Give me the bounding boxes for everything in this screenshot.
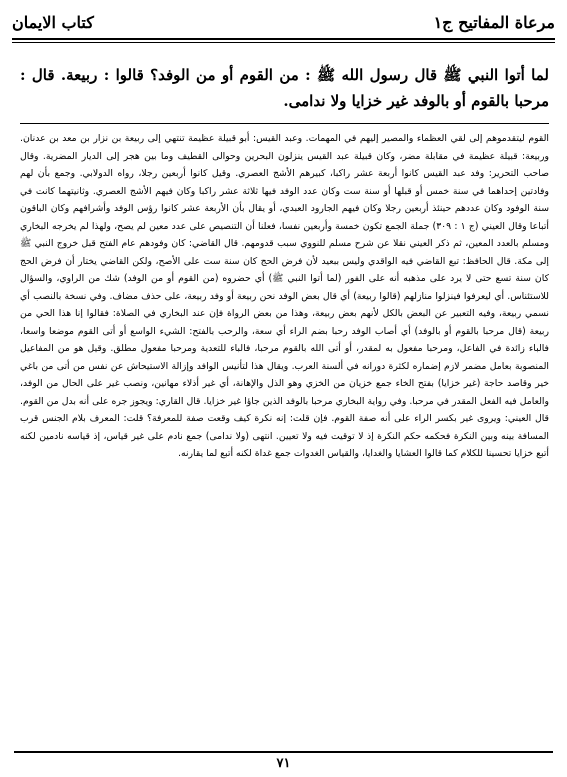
commentary-paragraph: القوم ليتقدموهم إلى لقي العظماء والمصير إليهم في المهمات. وعبد القيس: أبو قبيلة عظيمة تنتهي إلى ربيعة بن نزار بن معد بن عدنان. وربيعة: قبيلة عظيمة في مقابلة مضر، وكان قبيلة عبد القيس ينزلون البحرين وحوالى القطيف وما بين هجر إلى الديار المضرية. وقال صاحب التحرير: وفد عبد القيس كانوا أربعة عشر راكبا، كبيرهم الأشج العصري. وقيل كانوا أربعين رجلا، رواه الدولابي. وجمع بأن لهم وفادتين إحداهما في سنة خمس أو قبلها أو سنة ست وكان عدد الوفد فيها ثلاثة عشر راكبا وكان فيهم الأشج العصري. وثانيتهما كانت في سنة الوفود وكان عددهم حينئذ أربعين رجلا وكان فيهم الجارود العبدي، أو يقال بأن الأربعة عشر كانوا رؤس الوفد وأشرافهم وكان الباقون أتباعا وقال العيني (ج ١ : ٣٠٩) جملة الجمع تكون خمسة وأربعين نفسا، فعلنا أن التنصيص على عدد معين لم يصح، ولهذا لم يخرجه البخاري ومسلم بالعدد المعين، ثم ذكر العيني نقلا عن شرح مسلم للنووي سبب قدومهم. قال القاضي: كان وفودهم عام الفتح قبل خروج النبي ﷺ إلى مكة. قال الحافظ: تبع القاضي فيه الواقدي وليس ببعيد لأن فرض الحج كان سنة ست على الأصح، ولكن القاضي يختار أن فرض الحج كان سنة تسع حتى لا يرد على مذهبه أنه على الفور (لما أتوا النبي ﷺ) أي حضروه (من القوم أو من الوفد) شك من الراوي، والسؤال للاستئناس. أي ليعرفوا فينزلوا منازلهم (قالوا ربيعة) أي قال بعض الوفد نحن ربيعة أو وفد ربيعة، على حذف مضاف. وفي نسخة بالنصب أي نسمي ربيعة، وفيه التعبير عن البعض بالكل لأنهم بعض ربيعة، وهذا من بعض الرواة فإن عند البخاري في الصلاة: فقالوا إنا هذا الحي من ربيعة (قال مرحبا بالقوم أو بالوفد) أي أصاب الوفد رحبا بضم الراء أي سعة، والرحب بالفتح: الشيء الواسع أو أتى القوم موضعا واسعا، فالباء زائدة في الفاعل، ومرحبا مفعول به لمقدر، أو أتى الله بالقوم مرحبا، فالباء للتعدية ومرحبا مفعول مطلق. وقيل هو من المفاعيل المنصوبة بعامل مضمر لازم إضماره لكثرة دورانه في ألسنة العرب. ويقال هذا لتأنيس الوافد وإزالة الاستيحاش عن نفس من أتى من باغي خير وقاصد حاجة (غير خزايا) بفتح الخاء جمع خزيان من الخزي وهو الذل والإهانة، أي غير أذلاء مهانين، ونصب غير على الحال من الوفد، والعامل فيه الفعل المقدر في مرحبا. وفي رواية البخاري مرحبا بالوفد الذين جاؤا غير خزايا. قال القاري: ويجوز جره على أنه بدل من القوم. قال العيني: ويروى غير بكسر الراء على أنه صفة القوم. فإن قلت: إنه نكرة كيف وقعت صفة للمعرفة؟ قلت: المعرف بلام الجنس قرب المسافة بينه وبين النكرة فحكمه حكم النكرة إذ لا توقيت فيه ولا تعيين. انتهى (ولا ندامى) جمع نادم على غير قياس، إذ قياسه نادمين لكنه أتبع خزايا تحسينا للكلام كما قالوا العشايا والغدايا، والقياس الغدوات جمع غداة لكنه أتبع لما يقارنه. — [20, 133, 549, 459]
page-header — [12, 8, 555, 36]
hadith-divider — [20, 123, 549, 124]
footer-divider — [14, 751, 553, 753]
hadith-text: لما أتوا النبي ﷺ قال رسول الله ﷺ : من القوم أو من الوفد؟ قالوا : ربيعة. قال : مرحبا بالقوم أو بالوفد غير خزايا ولا ندامى. — [20, 66, 549, 110]
book-title: مرعاة المفاتيح ج١ — [433, 12, 555, 32]
page-number: ٧١ — [276, 756, 291, 771]
chapter-title: كتاب الايمان — [12, 12, 94, 32]
commentary-text — [20, 130, 549, 749]
header-divider-thin — [12, 42, 555, 43]
header-divider — [12, 38, 555, 40]
